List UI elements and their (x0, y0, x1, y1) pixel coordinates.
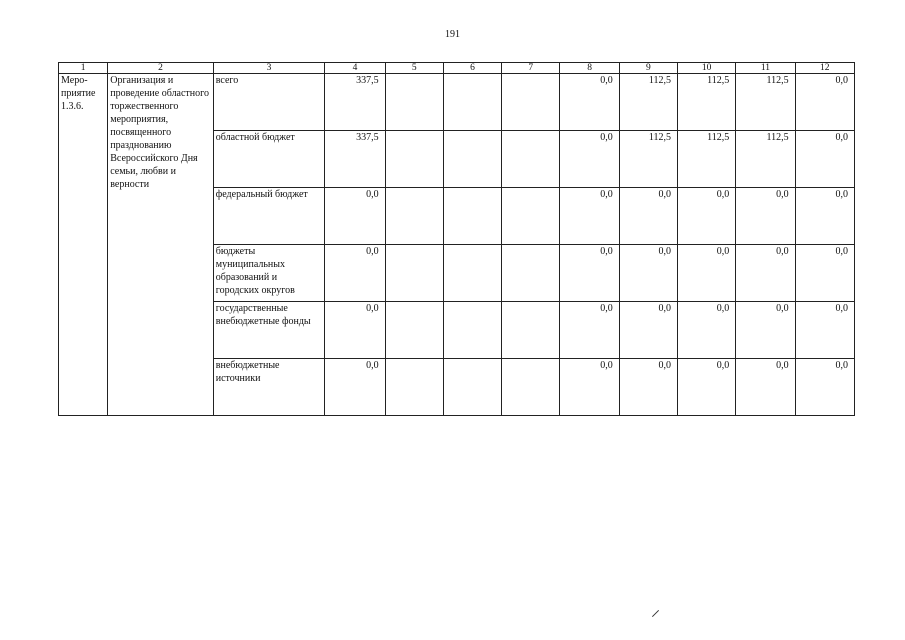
funding-source: внебюджетные источники (213, 359, 325, 416)
value-cell-c6 (443, 188, 501, 245)
funding-source: федеральный бюджет (213, 188, 325, 245)
value-cell-c11: 112,5 (736, 131, 795, 188)
value-cell-c12: 0,0 (795, 245, 854, 302)
value-cell-c5 (385, 302, 443, 359)
value-cell-c5 (385, 131, 443, 188)
value-cell-c9: 0,0 (619, 188, 677, 245)
value-cell-c10: 112,5 (678, 74, 736, 131)
table-row (59, 74, 855, 131)
funding-source: бюджеты муниципальных образований и городских округов (213, 245, 325, 302)
column-header: 2 (108, 63, 214, 74)
value-cell-c11: 0,0 (736, 188, 795, 245)
value-cell-c7 (502, 302, 560, 359)
measure-id: Меро- приятие 1.3.6. (59, 74, 108, 416)
pen-mark (652, 610, 659, 617)
table-header-row (59, 63, 855, 74)
value-cell-c6 (443, 74, 501, 131)
value-cell-c8: 0,0 (560, 131, 619, 188)
measure-name: Организация и проведение областного торжественного мероприятия, посвященного празднованию Всероссийского Дня семьи, любви и верности (108, 74, 214, 416)
column-header: 4 (325, 63, 385, 74)
value-cell-c7 (502, 188, 560, 245)
column-header: 6 (443, 63, 501, 74)
value-cell-c4: 0,0 (325, 188, 385, 245)
value-cell-c7 (502, 74, 560, 131)
value-cell-c11: 0,0 (736, 302, 795, 359)
value-cell-c4: 337,5 (325, 74, 385, 131)
value-cell-c5 (385, 245, 443, 302)
value-cell-c12: 0,0 (795, 131, 854, 188)
value-cell-c12: 0,0 (795, 359, 854, 416)
value-cell-c6 (443, 359, 501, 416)
column-header: 12 (795, 63, 854, 74)
value-cell-c11: 0,0 (736, 245, 795, 302)
value-cell-c5 (385, 188, 443, 245)
value-cell-c10: 0,0 (678, 188, 736, 245)
value-cell-c9: 112,5 (619, 131, 677, 188)
value-cell-c6 (443, 245, 501, 302)
column-header: 3 (213, 63, 325, 74)
column-header: 9 (619, 63, 677, 74)
column-header: 5 (385, 63, 443, 74)
value-cell-c10: 112,5 (678, 131, 736, 188)
value-cell-c7 (502, 245, 560, 302)
funding-source: областной бюджет (213, 131, 325, 188)
column-header: 7 (502, 63, 560, 74)
value-cell-c8: 0,0 (560, 74, 619, 131)
value-cell-c12: 0,0 (795, 74, 854, 131)
value-cell-c5 (385, 74, 443, 131)
value-cell-c8: 0,0 (560, 359, 619, 416)
value-cell-c12: 0,0 (795, 302, 854, 359)
value-cell-c6 (443, 131, 501, 188)
value-cell-c9: 0,0 (619, 359, 677, 416)
value-cell-c8: 0,0 (560, 245, 619, 302)
value-cell-c7 (502, 359, 560, 416)
column-header: 1 (59, 63, 108, 74)
value-cell-c10: 0,0 (678, 245, 736, 302)
column-header: 8 (560, 63, 619, 74)
page-number: 191 (445, 29, 460, 40)
value-cell-c10: 0,0 (678, 359, 736, 416)
value-cell-c7 (502, 131, 560, 188)
value-cell-c11: 112,5 (736, 74, 795, 131)
value-cell-c11: 0,0 (736, 359, 795, 416)
funding-source: государственные внебюджетные фонды (213, 302, 325, 359)
value-cell-c5 (385, 359, 443, 416)
value-cell-c10: 0,0 (678, 302, 736, 359)
value-cell-c8: 0,0 (560, 188, 619, 245)
column-header: 10 (678, 63, 736, 74)
value-cell-c9: 0,0 (619, 302, 677, 359)
value-cell-c12: 0,0 (795, 188, 854, 245)
value-cell-c9: 112,5 (619, 74, 677, 131)
funding-source: всего (213, 74, 325, 131)
value-cell-c9: 0,0 (619, 245, 677, 302)
value-cell-c4: 0,0 (325, 359, 385, 416)
value-cell-c6 (443, 302, 501, 359)
budget-table (58, 62, 855, 416)
column-header: 11 (736, 63, 795, 74)
value-cell-c4: 0,0 (325, 245, 385, 302)
value-cell-c4: 0,0 (325, 302, 385, 359)
value-cell-c4: 337,5 (325, 131, 385, 188)
value-cell-c8: 0,0 (560, 302, 619, 359)
